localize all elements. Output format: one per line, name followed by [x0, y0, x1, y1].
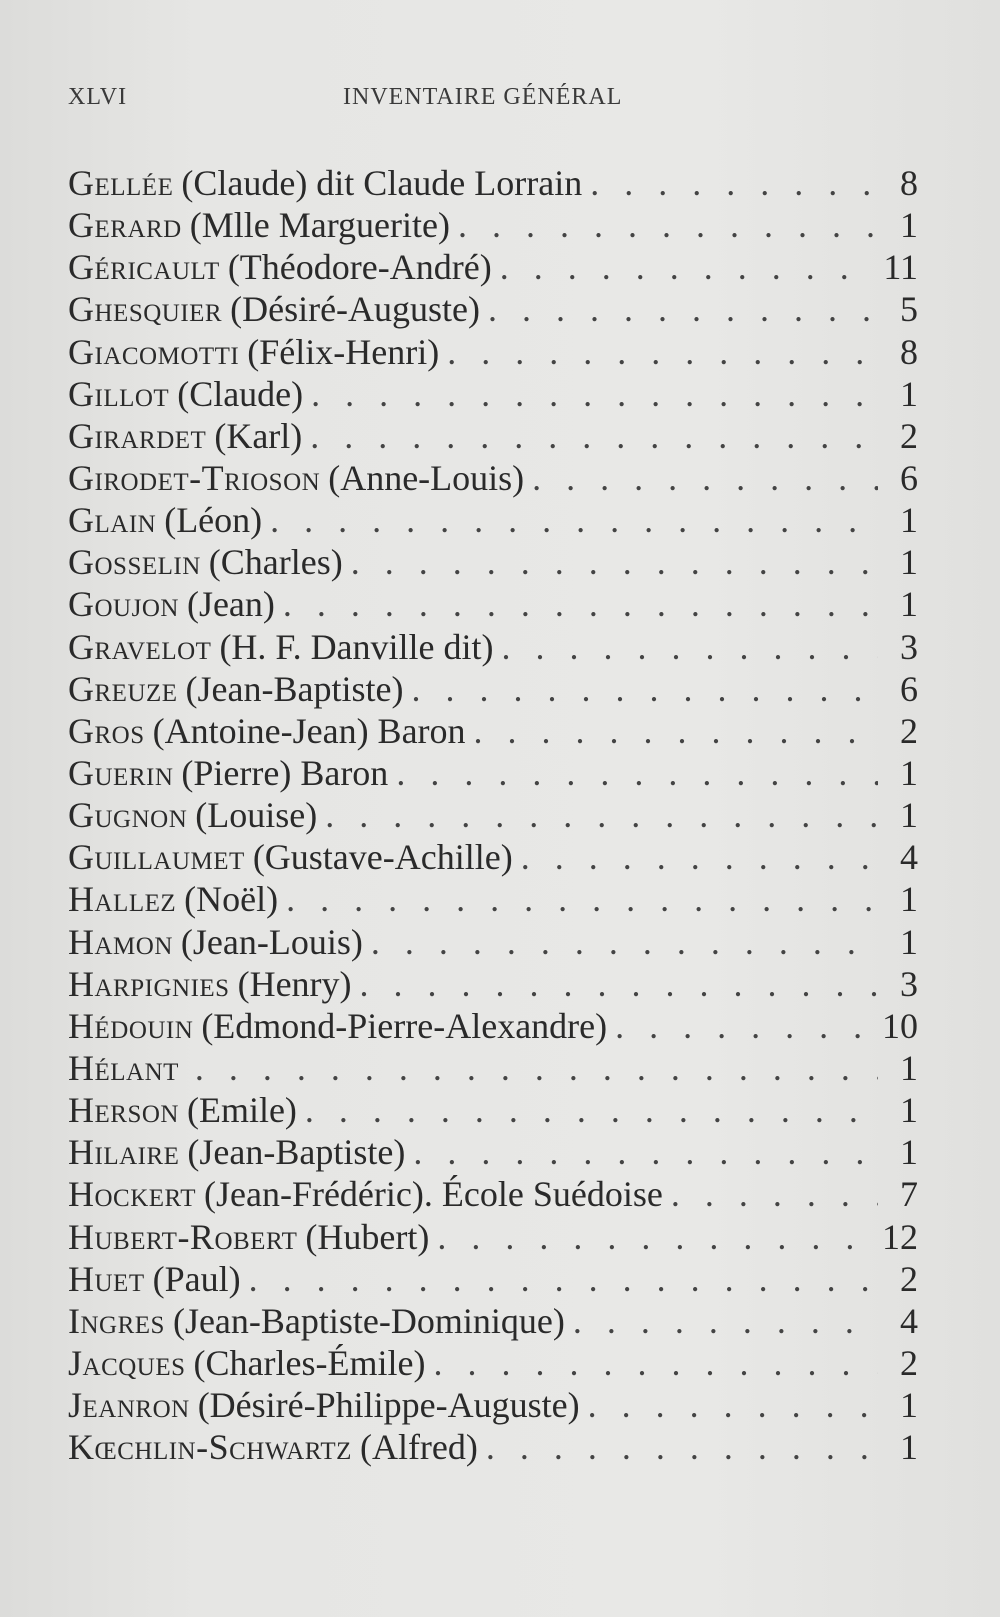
index-entry [68, 878, 918, 920]
dot-leader [671, 1173, 878, 1215]
artist-given-name: (Emile) [186, 1090, 297, 1131]
artist-given-name: (Jean-Frédéric). École Suédoise [204, 1174, 663, 1215]
artist-surname: Herson [68, 1090, 179, 1131]
dot-leader [195, 1047, 878, 1089]
artist-given-name: (Désiré-Philippe-Auguste) [197, 1385, 580, 1426]
work-count: 1 [900, 542, 918, 583]
artist-given-name: (Anne-Louis) [328, 457, 525, 498]
artist-given-name: (Désiré-Auguste) [230, 289, 481, 330]
dot-leader [249, 1258, 878, 1300]
dot-leader [283, 583, 878, 625]
work-count: 1 [900, 1047, 918, 1088]
index-entry [68, 1047, 918, 1089]
index-entry [68, 1426, 918, 1468]
artist-surname: Hédouin [68, 1005, 194, 1046]
artist-given-name: (Félix-Henri) [247, 331, 440, 372]
artist-given-name: (Pierre) Baron [181, 752, 389, 793]
artist-surname: Gros [68, 710, 145, 751]
index-entry [68, 1089, 918, 1131]
index-entry [68, 1258, 918, 1300]
work-count: 12 [882, 1216, 918, 1257]
index-entry [68, 921, 918, 963]
work-count: 7 [900, 1174, 918, 1215]
artist-given-name: (Antoine-Jean) Baron [152, 710, 466, 751]
artist-surname: Hélant [68, 1047, 179, 1088]
artist-surname: Ingres [68, 1300, 165, 1341]
work-count: 1 [900, 205, 918, 246]
work-count: 2 [900, 415, 918, 456]
index-entry [68, 499, 918, 541]
artist-surname: Goujon [68, 584, 179, 625]
dot-leader [458, 204, 878, 246]
dot-leader [474, 710, 878, 752]
artist-surname: Girodet-Trioson [68, 457, 321, 498]
work-count: 1 [900, 373, 918, 414]
work-count: 2 [900, 1258, 918, 1299]
artist-given-name: (Jean) [186, 584, 275, 625]
artist-surname: Hamon [68, 921, 173, 962]
dot-leader [486, 1426, 878, 1468]
index-entry [68, 457, 918, 499]
index-entry [68, 246, 918, 288]
dot-leader [360, 963, 878, 1005]
dot-leader [351, 541, 878, 583]
work-count: 3 [900, 963, 918, 1004]
dot-leader [573, 1300, 878, 1342]
dot-leader [521, 836, 878, 878]
artist-surname: Harpignies [68, 963, 230, 1004]
artist-surname: Glain [68, 500, 157, 541]
artist-surname: Gugnon [68, 795, 188, 836]
artist-given-name: (H. F. Danville dit) [219, 626, 494, 667]
work-count: 5 [900, 289, 918, 330]
dot-leader [433, 1342, 878, 1384]
index-entry [68, 331, 918, 373]
work-count: 1 [900, 1385, 918, 1426]
artist-surname: Géricault [68, 247, 220, 288]
work-count: 6 [900, 457, 918, 498]
index-entry [68, 541, 918, 583]
dot-leader [437, 1216, 872, 1258]
work-count: 1 [900, 879, 918, 920]
index-entry [68, 1173, 918, 1215]
index-entry [68, 288, 918, 330]
index-entry [68, 752, 918, 794]
artist-surname: Jacques [68, 1342, 186, 1383]
work-count: 2 [900, 710, 918, 751]
artist-given-name: (Gustave-Achille) [252, 837, 513, 878]
work-count: 4 [900, 837, 918, 878]
work-count: 2 [900, 1342, 918, 1383]
index-entry [68, 1131, 918, 1173]
index-entry [68, 1300, 918, 1342]
index-list [68, 162, 918, 1468]
artist-given-name: (Noël) [184, 879, 279, 920]
artist-surname: Gerard [68, 205, 182, 246]
index-entry [68, 626, 918, 668]
index-entry [68, 1384, 918, 1426]
artist-surname: Greuze [68, 668, 178, 709]
artist-surname: Gellée [68, 163, 174, 203]
index-entry [68, 963, 918, 1005]
dot-leader [396, 752, 878, 794]
work-count: 4 [900, 1300, 918, 1341]
running-title: INVENTAIRE GÉNÉRAL [343, 84, 623, 110]
dot-leader [500, 246, 874, 288]
work-count: 1 [900, 1427, 918, 1468]
artist-given-name: (Henry) [237, 963, 352, 1004]
artist-surname: Hockert [68, 1174, 196, 1215]
artist-given-name: (Charles-Émile) [193, 1342, 426, 1383]
page-number: XLVI [68, 84, 128, 110]
index-entry [68, 1216, 918, 1258]
work-count: 1 [900, 1090, 918, 1131]
artist-surname: Gravelot [68, 626, 212, 667]
index-entry [68, 710, 918, 752]
index-entry [68, 583, 918, 625]
index-entry [68, 415, 918, 457]
work-count: 1 [900, 1132, 918, 1173]
artist-given-name: (Louise) [195, 795, 318, 836]
artist-given-name: (Jean-Baptiste) [185, 668, 404, 709]
dot-leader [413, 1131, 878, 1173]
artist-surname: Huet [68, 1258, 145, 1299]
dot-leader [590, 162, 878, 204]
index-entry [68, 794, 918, 836]
dot-leader [325, 794, 878, 836]
artist-surname: Ghesquier [68, 289, 223, 330]
index-entry [68, 373, 918, 415]
index-entry [68, 204, 918, 246]
work-count: 10 [882, 1005, 918, 1046]
artist-given-name: (Claude) dit Claude Lorrain [181, 163, 583, 203]
artist-given-name: (Théodore-André) [227, 247, 492, 288]
dot-leader [371, 921, 878, 963]
dot-leader [615, 1005, 872, 1047]
dot-leader [286, 878, 878, 920]
dot-leader [305, 1089, 878, 1131]
work-count: 8 [900, 331, 918, 372]
artist-given-name: (Mlle Marguerite) [189, 205, 450, 246]
dot-leader [310, 415, 878, 457]
artist-given-name: (Jean-Louis) [180, 921, 363, 962]
work-count: 1 [900, 584, 918, 625]
work-count: 1 [900, 500, 918, 541]
index-entry [68, 1342, 918, 1384]
dot-leader [488, 288, 878, 330]
dot-leader [270, 499, 878, 541]
artist-surname: Hubert-Robert [68, 1216, 298, 1257]
artist-surname: Guillaumet [68, 837, 245, 878]
artist-given-name: (Léon) [164, 500, 263, 541]
artist-given-name: (Alfred) [359, 1427, 478, 1468]
artist-surname: Gillot [68, 373, 170, 414]
artist-surname: Giacomotti [68, 331, 240, 372]
dot-leader [411, 668, 878, 710]
artist-surname: Guerin [68, 752, 174, 793]
artist-surname: Gosselin [68, 542, 201, 583]
dot-leader [447, 331, 878, 373]
index-entry [68, 836, 918, 878]
index-entry [68, 1005, 918, 1047]
index-entry [68, 162, 918, 204]
artist-surname: Kœchlin-Schwartz [68, 1427, 352, 1468]
artist-given-name: (Claude) [177, 373, 304, 414]
work-count: 6 [900, 668, 918, 709]
artist-given-name: (Hubert) [305, 1216, 430, 1257]
work-count: 1 [900, 921, 918, 962]
artist-given-name: (Jean-Baptiste-Dominique) [172, 1300, 565, 1341]
artist-given-name: (Karl) [214, 415, 303, 456]
artist-given-name: (Charles) [208, 542, 343, 583]
dot-leader [532, 457, 878, 499]
artist-given-name: (Paul) [152, 1258, 241, 1299]
artist-surname: Girardet [68, 415, 207, 456]
work-count: 1 [900, 752, 918, 793]
artist-surname: Jeanron [68, 1385, 190, 1426]
dot-leader [588, 1384, 878, 1426]
artist-given-name: (Jean-Baptiste) [187, 1132, 406, 1173]
artist-surname: Hallez [68, 879, 177, 920]
index-entry [68, 668, 918, 710]
work-count: 3 [900, 626, 918, 667]
work-count: 1 [900, 795, 918, 836]
dot-leader [502, 626, 878, 668]
dot-leader [311, 373, 878, 415]
work-count: 8 [900, 163, 918, 203]
artist-given-name: (Edmond-Pierre-Alexandre) [201, 1005, 608, 1046]
artist-surname: Hilaire [68, 1132, 180, 1173]
work-count: 11 [883, 247, 918, 288]
